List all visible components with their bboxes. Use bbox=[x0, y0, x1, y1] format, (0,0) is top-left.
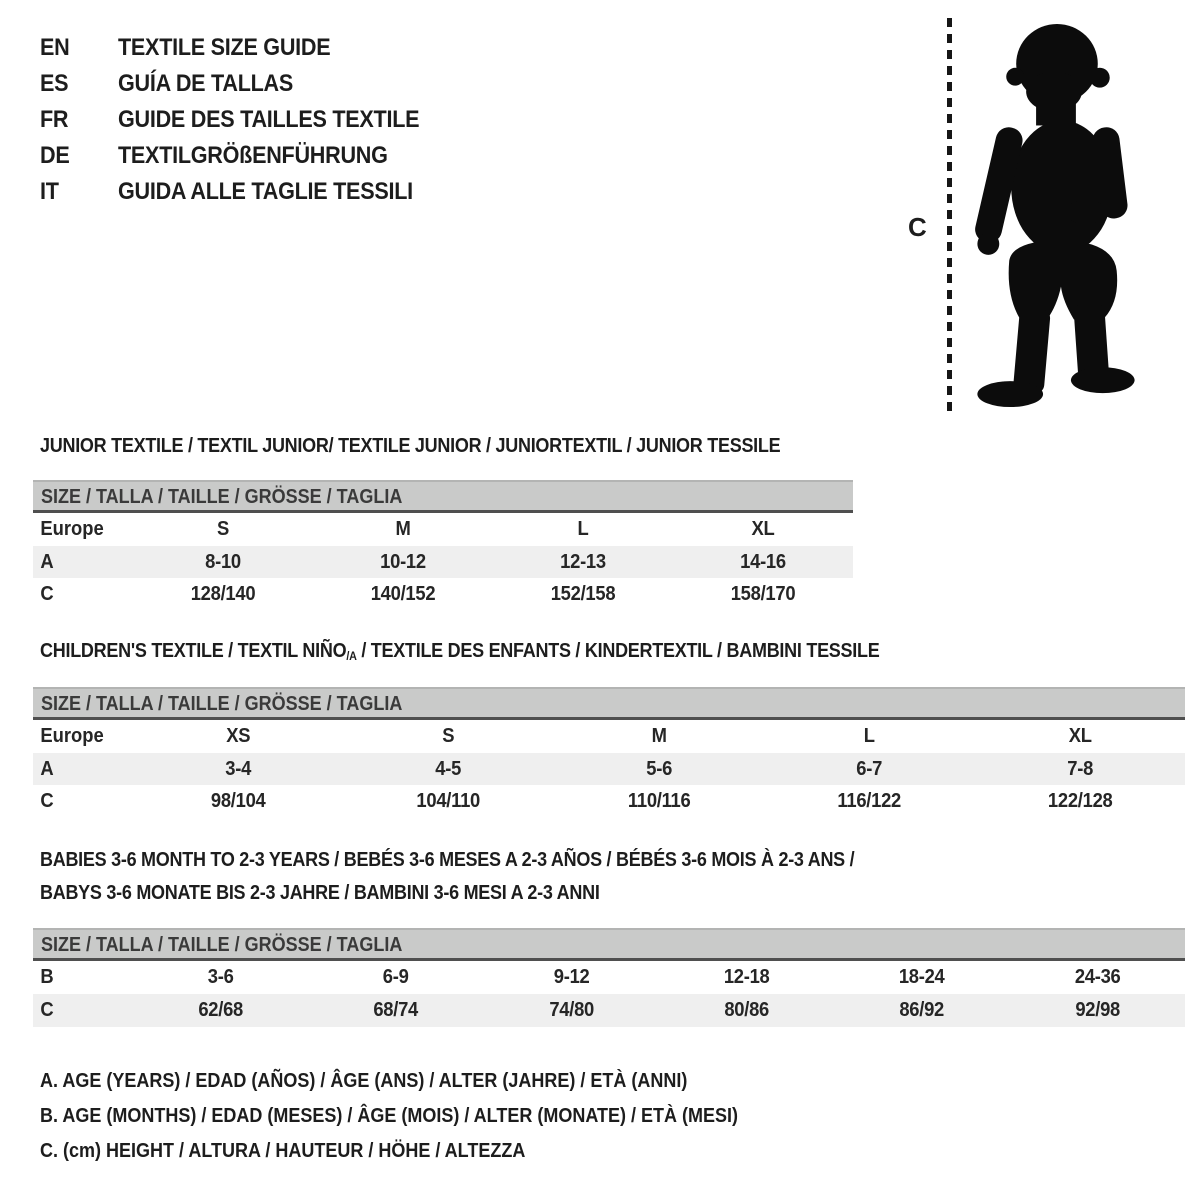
table-row-age bbox=[33, 753, 1185, 785]
language-list bbox=[40, 30, 453, 210]
language-title: GUÍA DE TALLAS bbox=[118, 70, 294, 97]
height-cell: 80/86 bbox=[724, 999, 769, 1021]
height-cell: 116/122 bbox=[837, 790, 902, 812]
row-label: Europe bbox=[40, 725, 104, 747]
height-cell: 98/104 bbox=[210, 790, 266, 812]
note-height-cm-text: C. (cm) HEIGHT / ALTURA / HAUTEUR / HÖHE / ALTEZZA bbox=[40, 1140, 526, 1162]
height-cell: 86/92 bbox=[899, 999, 945, 1021]
note-age-months bbox=[40, 1103, 816, 1129]
children-section-title-text bbox=[40, 638, 879, 666]
age-cell: 3-4 bbox=[225, 758, 252, 780]
table-row-age-months bbox=[33, 961, 1185, 994]
babies-section-title-line2 bbox=[40, 880, 662, 906]
table-row-height bbox=[33, 785, 1185, 817]
column-header: XS bbox=[226, 725, 251, 747]
row-label: C bbox=[40, 999, 54, 1021]
height-cell: 74/80 bbox=[548, 999, 594, 1021]
row-label: A bbox=[40, 551, 54, 573]
column-header: M bbox=[395, 518, 411, 540]
height-cell: 62/68 bbox=[198, 999, 243, 1021]
column-header: L bbox=[863, 725, 875, 747]
height-cell: 152/158 bbox=[550, 583, 616, 605]
column-header: S bbox=[216, 518, 229, 540]
row-label: C bbox=[40, 790, 54, 812]
language-row-en bbox=[40, 30, 453, 66]
language-code: ES bbox=[40, 70, 69, 97]
babies-title-line1-text: BABIES 3-6 MONTH TO 2-3 YEARS / BEBÉS 3-6 MESES A 2-3 AÑOS / BÉBÉS 3-6 MOIS À 2-3 ANS / bbox=[40, 849, 855, 871]
age-cell: 5-6 bbox=[646, 758, 672, 780]
junior-section-title bbox=[40, 433, 863, 459]
language-row-es bbox=[40, 66, 453, 102]
height-cell: 68/74 bbox=[373, 999, 419, 1021]
table-row-age bbox=[33, 546, 853, 578]
age-cell: 10-12 bbox=[380, 551, 426, 573]
language-row-it bbox=[40, 174, 453, 210]
language-code: FR bbox=[40, 106, 69, 133]
language-title: GUIDE DES TAILLES TEXTILE bbox=[118, 106, 420, 133]
children-title-part2: / TEXTILE DES ENFANTS / KINDERTEXTIL / BAMBINI TESSILE bbox=[356, 640, 880, 662]
note-age-months-text: B. AGE (MONTHS) / EDAD (MESES) / ÂGE (MOIS) / ALTER (MONATE) / ETÀ (MESI) bbox=[40, 1105, 738, 1127]
babies-title-line2-text: BABYS 3-6 MONATE BIS 2-3 JAHRE / BAMBINI 3-6 MESI A 2-3 ANNI bbox=[40, 882, 600, 904]
age-cell: 18-24 bbox=[899, 966, 945, 988]
height-measure-label: C bbox=[908, 212, 927, 242]
age-cell: 3-6 bbox=[207, 966, 234, 988]
size-header-text: SIZE / TALLA / TAILLE / GRÖSSE / TAGLIA bbox=[41, 486, 403, 508]
column-header: M bbox=[651, 725, 667, 747]
row-label: C bbox=[40, 583, 54, 605]
language-title: TEXTILE SIZE GUIDE bbox=[118, 34, 331, 61]
table-header-row bbox=[33, 513, 853, 546]
height-cell: 110/116 bbox=[627, 790, 691, 812]
height-cell: 140/152 bbox=[370, 583, 436, 605]
size-header-text: SIZE / TALLA / TAILLE / GRÖSSE / TAGLIA bbox=[41, 934, 403, 956]
age-cell: 4-5 bbox=[435, 758, 462, 780]
babies-size-table bbox=[33, 928, 1185, 1027]
height-cell: 158/170 bbox=[730, 583, 796, 605]
junior-section-title-text: JUNIOR TEXTILE / TEXTIL JUNIOR/ TEXTILE JUNIOR / JUNIORTEXTIL / JUNIOR TESSILE bbox=[40, 435, 781, 457]
language-row-fr bbox=[40, 102, 453, 138]
language-code: IT bbox=[40, 178, 59, 205]
size-header-bar bbox=[33, 928, 1185, 958]
column-header: XL bbox=[1068, 725, 1092, 747]
height-cell: 122/128 bbox=[1047, 790, 1113, 812]
size-header-bar bbox=[33, 687, 1185, 717]
table-row-height bbox=[33, 994, 1185, 1027]
row-label: Europe bbox=[40, 518, 104, 540]
language-title: GUIDA ALLE TAGLIE TESSILI bbox=[118, 178, 413, 205]
age-cell: 8-10 bbox=[205, 551, 241, 573]
note-age-years-text: A. AGE (YEARS) / EDAD (AÑOS) / ÂGE (ANS) / ALTER (JAHRE) / ETÀ (ANNI) bbox=[40, 1070, 688, 1092]
table-row-height bbox=[33, 578, 853, 610]
language-title: TEXTILGRÖßENFÜHRUNG bbox=[118, 142, 388, 169]
size-header-text: SIZE / TALLA / TAILLE / GRÖSSE / TAGLIA bbox=[41, 693, 403, 715]
age-cell: 7-8 bbox=[1066, 758, 1093, 780]
age-cell: 6-9 bbox=[383, 966, 409, 988]
age-cell: 9-12 bbox=[553, 966, 590, 988]
children-section-title bbox=[40, 638, 973, 666]
age-cell: 6-7 bbox=[856, 758, 883, 780]
height-cell: 128/140 bbox=[190, 583, 256, 605]
babies-section-title-line1 bbox=[40, 847, 945, 873]
column-header: XL bbox=[751, 518, 775, 540]
note-age-years bbox=[40, 1068, 759, 1094]
children-title-part1: CHILDREN'S TEXTILE / TEXTIL NIÑO bbox=[40, 640, 347, 662]
children-title-subscript: /A bbox=[346, 649, 357, 663]
language-code: EN bbox=[40, 34, 70, 61]
column-header: L bbox=[577, 518, 589, 540]
note-height-cm bbox=[40, 1138, 579, 1164]
language-code: DE bbox=[40, 142, 70, 169]
toddler-silhouette-icon bbox=[963, 20, 1145, 418]
height-cell: 92/98 bbox=[1074, 999, 1120, 1021]
age-cell: 12-13 bbox=[560, 551, 606, 573]
size-header-bar bbox=[33, 480, 853, 510]
row-label: A bbox=[40, 758, 54, 780]
table-header-row bbox=[33, 720, 1185, 753]
row-label: B bbox=[40, 966, 54, 988]
column-header: S bbox=[442, 725, 455, 747]
age-cell: 24-36 bbox=[1074, 966, 1121, 988]
age-cell: 12-18 bbox=[723, 966, 770, 988]
children-size-table bbox=[33, 687, 1185, 817]
language-row-de bbox=[40, 138, 453, 174]
junior-size-table bbox=[33, 480, 853, 610]
age-cell: 14-16 bbox=[740, 551, 786, 573]
height-cell: 104/110 bbox=[416, 790, 481, 812]
height-dashed-line bbox=[947, 18, 952, 416]
